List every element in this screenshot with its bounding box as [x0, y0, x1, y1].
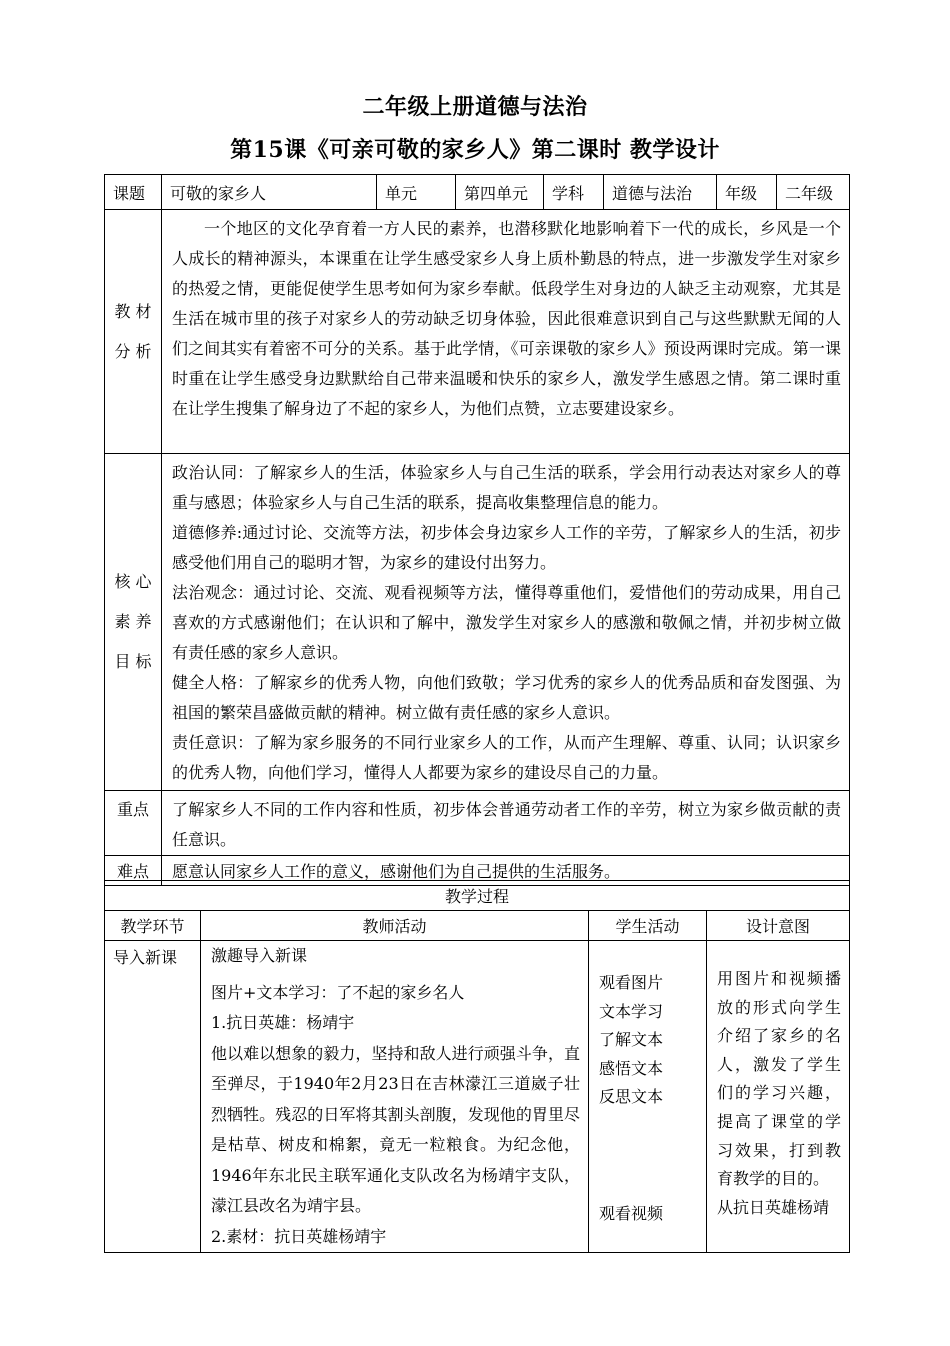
- goal-moral: 道德修养:通过讨论、交流等方法，初步体会身边家乡人工作的辛劳，了解家乡人的生活，初步感受他们用自己的聪明才智，为家乡的建设付出努力。: [172, 523, 841, 572]
- teacher-step-intro: 激趣导入新课: [211, 946, 308, 965]
- key-point-row: [105, 791, 850, 856]
- unit-label: 单元: [377, 175, 456, 210]
- header-teacher: 教师活动: [201, 911, 589, 941]
- difficulty-text: 愿意认同家乡人工作的意义，感谢他们为自己提供的生活服务。: [162, 856, 850, 886]
- key-point-label: 重点: [105, 791, 162, 856]
- topic-label: 课题: [105, 175, 162, 210]
- topic-value: 可敬的家乡人: [162, 175, 377, 210]
- goal-personality: 健全人格：了解家乡的优秀人物，向他们致敬；学习优秀的家乡人的优秀品质和奋发图强、为祖国的繁荣昌盛做贡献的精神。树立做有责任感的家乡人意识。: [172, 673, 841, 722]
- grade-value: 二年级: [777, 175, 850, 210]
- student-activity: 观看图片 文本学习 了解文本 感悟文本 反思文本 观看视频: [589, 941, 707, 1253]
- design-intent: 用图片和视频播放的形式向学生介绍了家乡的名人，激发了学生们的学习兴趣，提高了课堂的学习效果，打到教育教学的目的。 从抗日英雄杨靖: [707, 941, 850, 1253]
- goal-law: 法治观念：通过讨论、交流、观看视频等方法，懂得尊重他们，爱惜他们的劳动成果，用自己喜欢的方式感谢他们；在认识和了解中，激发学生对家乡人的感激和敬佩之情，并初步树立做有责任感的家乡人意识。: [172, 583, 841, 662]
- goal-political: 政治认同：了解家乡人的生活，体验家乡人与自己生活的联系，学会用行动表达对家乡人的尊重与感恩；体验家乡人与自己生活的联系，提高收集整理信息的能力。: [172, 463, 841, 512]
- info-header-row: [105, 175, 850, 210]
- key-point-text: 了解家乡人不同的工作内容和性质，初步体会普通劳动者工作的辛劳，树立为家乡做贡献的责任意识。: [162, 791, 850, 856]
- grade-label: 年级: [717, 175, 777, 210]
- process-title: 教学过程: [105, 881, 850, 911]
- header-intent: 设计意图: [707, 911, 850, 941]
- lesson-info-table: [104, 174, 850, 886]
- process-row: [105, 941, 850, 1253]
- teacher-step-material: 2.素材：抗日英雄杨靖宇: [211, 1226, 387, 1246]
- header-student: 学生活动: [589, 911, 707, 941]
- goal-responsibility: 责任意识：了解为家乡服务的不同行业家乡人的工作，从而产生理解、尊重、认同；认识家乡的优秀人物，向他们学习，懂得人人都要为家乡的建设尽自己的力量。: [172, 733, 841, 782]
- teaching-process-table: [104, 880, 850, 1253]
- lesson-title: 第15课《可亲可敬的家乡人》第二课时 教学设计: [230, 137, 720, 163]
- header-stage: 教学环节: [105, 911, 201, 941]
- analysis-label: 教 材 分 析: [105, 210, 162, 454]
- teacher-step-hero: 1.抗日英雄：杨靖宇: [211, 1013, 355, 1032]
- analysis-text: 一个地区的文化孕育着一方人民的素养，也潜移默化地影响着下一代的成长，乡风是一个人成长的精神源头，本课重在让学生感受家乡人身上质朴勤恳的特点，进一步激发学生对家乡的热爱之情，更能促使学生思考如何为家乡奉献。低段学生对身边的人缺乏主动观察，尤其是生活在城市里的孩子对家乡人的劳动缺乏切身体验，因此很难意识到自己与这些默默无闻的人们之间其实有着密不可分的关系。基于此学情，《可亲课敬的家乡人》预设两课时完成。第一课时重在让学生感受身边默默给自己带来温暖和快乐的家乡人，激发学生感恩之情。第二课时重在让学生搜集了解身边了不起的家乡人，为他们点赞，立志要建设家乡。: [162, 210, 850, 454]
- teacher-step-images: 图片+文本学习：了不起的家乡名人: [211, 982, 465, 1002]
- goals-text: [162, 454, 850, 791]
- teacher-step-story: 他以难以想象的毅力，坚持和敌人进行顽强斗争，直至弹尽，于1940年2月23日在吉林濛江三道崴子壮烈牺牲。残忍的日军将其割头剖腹，发现他的胃里尽是枯草、树皮和棉絮，竟无一粒粮食。为纪念他，1946年东北民主联军通化支队改名为杨靖宇支队，濛江县改名为靖宇县。: [211, 1043, 580, 1215]
- analysis-row: [105, 210, 850, 454]
- subject-value: 道德与法治: [604, 175, 717, 210]
- teacher-activity: [201, 941, 589, 1253]
- difficulty-label: 难点: [105, 856, 162, 886]
- goals-label: 核 心 素 养 目 标: [105, 454, 162, 791]
- subject-label: 学科: [544, 175, 604, 210]
- unit-value: 第四单元: [456, 175, 544, 210]
- stage-cell: 导入新课: [105, 941, 201, 1253]
- document-title: 二年级上册道德与法治: [362, 94, 588, 120]
- goals-row: [105, 454, 850, 791]
- process-header-row: [105, 911, 850, 941]
